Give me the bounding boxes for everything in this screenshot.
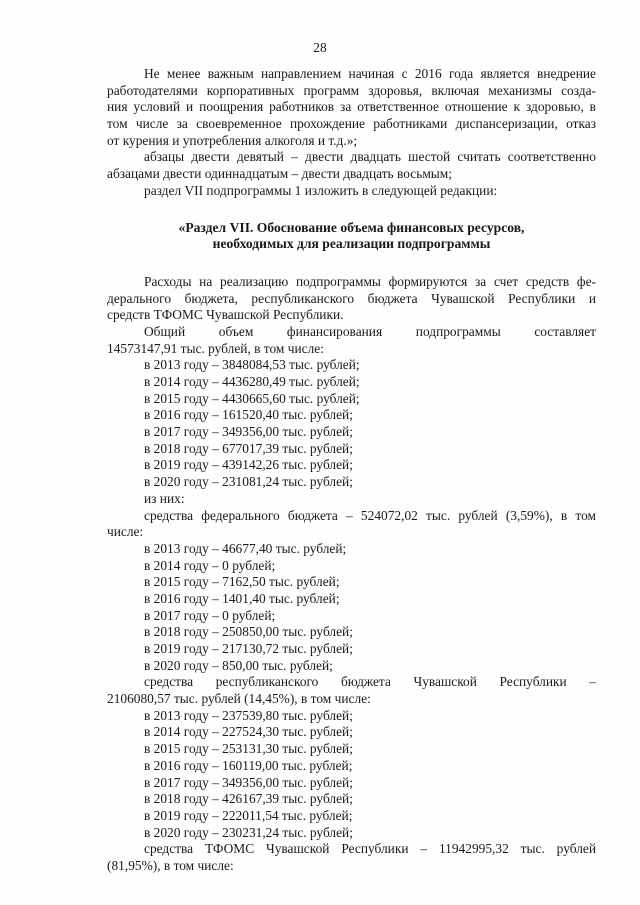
text-line: 2106080,57 тыс. рублей (14,45%), в том числе: (107, 691, 371, 707)
page-number: 28 (313, 40, 327, 55)
year-item: в 2013 году – 46677,40 тыс. рублей; (144, 540, 347, 556)
year-item: в 2016 году – 160119,00 тыс. рублей; (144, 757, 353, 773)
year-item: в 2015 году – 4430665,60 тыс. рублей; (144, 390, 360, 406)
total-funding (107, 324, 596, 508)
republican-funding (107, 674, 596, 841)
text-line: Общий объем финансирования подпрограммы составляет (144, 323, 596, 339)
year-item: в 2018 году – 677017,39 тыс. рублей; (144, 440, 353, 456)
section-heading-line: необходимых для реализации подпрограммы (212, 236, 491, 252)
year-item: в 2020 году – 231081,24 тыс. рублей; (144, 474, 353, 490)
text-line: Расходы на реализацию подпрограммы формируются за счет средств фе- (144, 273, 596, 289)
text-line: средства ТФОМС Чувашской Республики – 11942995,32 тыс. рублей (144, 841, 596, 857)
year-item: в 2019 году – 439142,26 тыс. рублей; (144, 457, 353, 473)
text-line: средства республиканского бюджета Чувашской Республики – (144, 674, 596, 690)
of-which-label: из них: (144, 490, 185, 506)
text-line: 14573147,91 тыс. рублей, в том числе: (107, 340, 324, 356)
year-item: в 2018 году – 426167,39 тыс. рублей; (144, 791, 353, 807)
year-item: в 2015 году – 7162,50 тыс. рублей; (144, 574, 340, 590)
text-line: Не менее важным направлением начиная с 2016 года является внедрение (144, 66, 596, 81)
year-item: в 2019 году – 222011,54 тыс. рублей; (144, 807, 353, 823)
federal-funding (107, 508, 596, 675)
year-item: в 2020 году – 230231,24 тыс. рублей; (144, 824, 353, 840)
year-item: в 2017 году – 0 рублей; (144, 607, 276, 623)
text-line: абзацами двести одиннадцатым – двести двадцать восьмым; (107, 166, 452, 182)
year-item: в 2016 году – 161520,40 тыс. рублей; (144, 407, 353, 423)
section-instruction: раздел VII подпрограммы 1 изложить в следующей редакции: (144, 182, 498, 198)
text-line: числе: (107, 524, 144, 540)
text-line: дерального бюджета, республиканского бюджета Чувашской Республики и (107, 290, 596, 306)
year-item: в 2019 году – 217130,72 тыс. рублей; (144, 641, 353, 656)
text-line: от курения и употребления алкоголя и т.д.»; (107, 132, 358, 148)
year-item: в 2013 году – 3848084,53 тыс. рублей; (144, 357, 360, 373)
year-item: в 2014 году – 4436280,49 тыс. рублей; (144, 374, 360, 389)
year-item: в 2017 году – 349356,00 тыс. рублей; (144, 424, 353, 440)
year-item: в 2020 году – 850,00 тыс. рублей; (144, 657, 333, 673)
funding-sources-paragraph (107, 274, 596, 324)
text-line: средства федерального бюджета – 524072,02 тыс. рублей (3,59%), в том (144, 507, 596, 523)
text-line: абзацы двести девятый – двести двадцать шестой считать соответственно (144, 149, 596, 165)
text-line: средств ТФОМС Чувашской Республики. (107, 307, 344, 323)
year-item: в 2016 году – 1401,40 тыс. рублей; (144, 590, 340, 606)
section-heading (107, 220, 596, 253)
year-item: в 2015 году – 253131,30 тыс. рублей; (144, 741, 353, 757)
year-item: в 2013 году – 237539,80 тыс. рублей; (144, 707, 353, 723)
year-item: в 2018 году – 250850,00 тыс. рублей; (144, 624, 353, 640)
section-heading-line: «Раздел VII. Обоснование объема финансовых ресурсов, (178, 219, 525, 235)
text-line: работодателями корпоративных программ здоровья, включая механизмы созда- (107, 82, 596, 98)
text-line: ния условий и поощрения работников за ответственное отношение к здоровью, в (107, 99, 596, 115)
text-line: (81,95%), в том числе: (107, 857, 234, 873)
tfoms-funding (107, 841, 596, 874)
intro-paragraph (107, 66, 596, 149)
amendment-paragraph (107, 149, 596, 182)
document-body (107, 66, 596, 875)
year-item: в 2014 году – 0 рублей; (144, 557, 276, 573)
year-item: в 2017 году – 349356,00 тыс. рублей; (144, 774, 353, 790)
year-item: в 2014 году – 227524,30 тыс. рублей; (144, 724, 353, 740)
text-line: том числе за своевременное прохождение работниками диспансеризации, отказ (107, 116, 596, 132)
